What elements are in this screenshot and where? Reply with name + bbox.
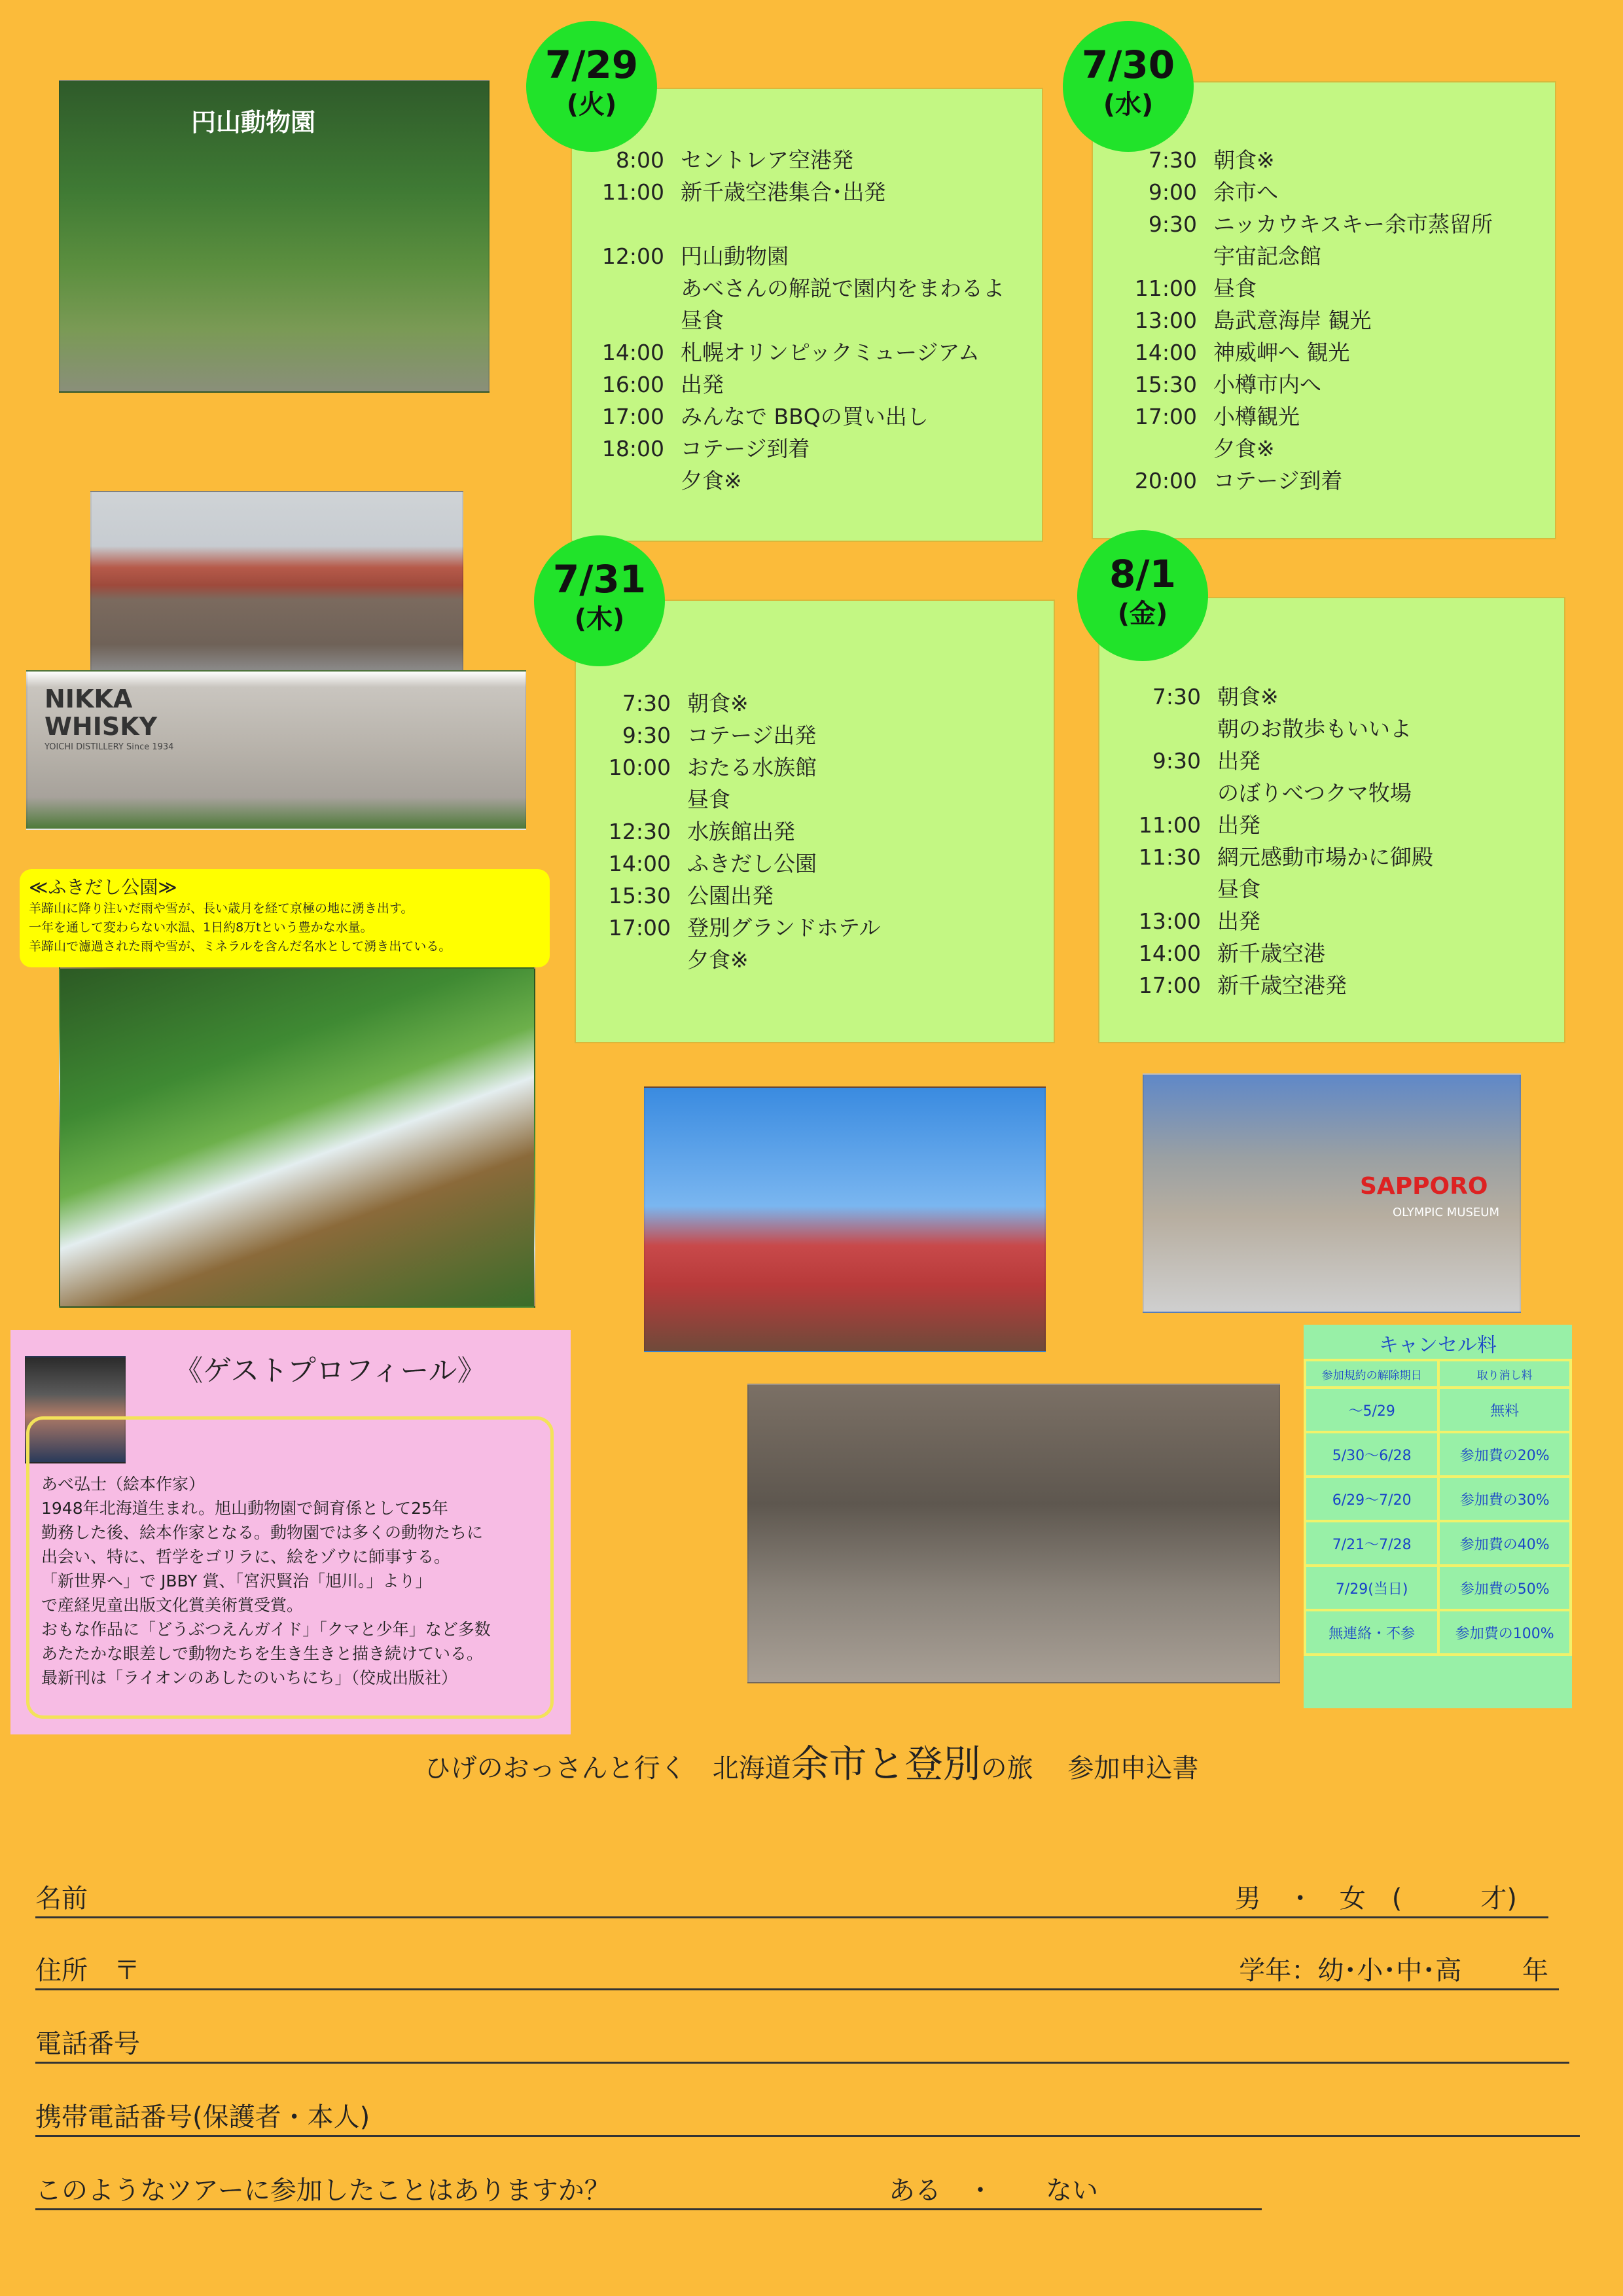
schedule-time: 17:00 <box>608 915 671 941</box>
table-cell: ～5/29 <box>1305 1388 1438 1432</box>
table-cell: 6/29～7/20 <box>1305 1477 1438 1521</box>
name-label: 名前 <box>35 1884 88 1914</box>
schedule-activity: ニッカウキスキー余市蒸留所 <box>1213 211 1493 237</box>
table-cell: 参加費の20% <box>1438 1432 1571 1477</box>
schedule-time: 11:00 <box>601 179 664 205</box>
schedule-activity: 昼食 <box>1217 876 1260 902</box>
schedule-activity: 小樽観光 <box>1213 404 1300 429</box>
fukidashi-park-photo <box>59 967 535 1308</box>
table-cell: 参加費の50% <box>1438 1566 1571 1610</box>
schedule-activity: 島武意海岸 観光 <box>1213 308 1372 333</box>
schedule-activity: 夕食※ <box>681 468 742 493</box>
schedule-activity: 宇宙記念館 <box>1213 243 1321 269</box>
day-of-week: (金) <box>1117 599 1168 629</box>
table-cell: 参加費の30% <box>1438 1477 1571 1521</box>
table-cell: 5/30～6/28 <box>1305 1432 1438 1477</box>
guest-profile <box>10 1330 571 1734</box>
schedule-activity: 水族館出発 <box>687 819 795 844</box>
table-row <box>1305 1388 1571 1432</box>
profile-line: あべ弘士（絵本作家） <box>41 1475 205 1494</box>
day-date: 7/31 <box>552 557 647 601</box>
table-cell: 7/21～7/28 <box>1305 1521 1438 1566</box>
profile-line: 1948年北海道生まれ。旭山動物園で飼育係として25年 <box>41 1499 448 1518</box>
experience-field[interactable] <box>35 2174 1262 2210</box>
schedule-activity: セントレア空港発 <box>681 147 853 173</box>
schedule-time: 7:30 <box>622 691 671 716</box>
sapporo-sign-text: SAPPORO <box>1360 1173 1488 1200</box>
table-cell: 参加費の40% <box>1438 1521 1571 1566</box>
schedule-time: 12:30 <box>608 819 671 844</box>
schedule-time: 14:00 <box>601 340 664 365</box>
table-row <box>1305 1432 1571 1477</box>
profile-line: おもな作品に「どうぶつえんガイド」「クマと少年」など多数 <box>41 1620 491 1639</box>
phone-field[interactable] <box>35 2028 1569 2064</box>
mobile-phone-label: 携帯電話番号(保護者・本人) <box>35 2102 370 2132</box>
space-museum-photo <box>747 1384 1280 1683</box>
schedule-activity: 朝のお散歩もいいよ <box>1217 716 1412 742</box>
note-line: 一年を通して変わらない水温、1日約8万tという豊かな水量。 <box>29 920 373 935</box>
table-header-cell: 取り消し料 <box>1438 1360 1571 1388</box>
profile-line: 出会い、特に、哲学をゴリラに、絵をゾウに師事する。 <box>41 1547 451 1566</box>
profile-line: 最新刊は「ライオンのあしたのいちにち」（佼成出版社） <box>41 1668 458 1687</box>
schedule-activity: 円山動物園 <box>681 243 789 269</box>
day-of-week: (水) <box>1103 90 1154 120</box>
schedule-activity: 出発 <box>681 372 724 397</box>
profile-line: あたたかな眼差しで動物たちを生き生きと描き続けている。 <box>41 1644 484 1663</box>
schedule-activity: 新千歳空港発 <box>1217 973 1347 998</box>
day-date: 7/29 <box>544 43 639 87</box>
schedule-activity: 夕食※ <box>1213 436 1275 461</box>
schedule-activity: 公園出発 <box>687 883 774 908</box>
schedule-time: 15:30 <box>1134 372 1197 397</box>
schedule-time: 14:00 <box>1138 941 1201 966</box>
cancellation-fee-table <box>1304 1325 1572 1708</box>
schedule-activity: コテージ到着 <box>1213 468 1343 493</box>
day-of-week: (火) <box>566 90 617 120</box>
mobile-phone-field[interactable] <box>35 2101 1580 2137</box>
schedule-time: 17:00 <box>1138 973 1201 998</box>
table-row <box>1305 1566 1571 1610</box>
schedule-time: 9:00 <box>1148 179 1197 205</box>
schedule-time: 9:30 <box>1152 748 1201 774</box>
form-title-prefix: ひげのおっさんと行く 北海道 <box>424 1753 791 1784</box>
fukidashi-park-note <box>20 869 550 967</box>
schedule-time: 17:00 <box>601 404 664 429</box>
schedule-activity: コテージ到着 <box>681 436 810 461</box>
day-badge-0729 <box>526 21 657 152</box>
day-badge-0731 <box>534 535 665 666</box>
address-field[interactable] <box>35 1954 1559 1990</box>
table-header-cell: 参加規約の解除期日 <box>1305 1360 1438 1388</box>
gender-age-field[interactable]: 男 ・ 女 ( 才) <box>1234 1884 1543 1914</box>
experience-question: このようなツアーに参加したことはありますか？ <box>35 2176 611 2206</box>
aquarium-bear-photo <box>644 1086 1046 1352</box>
schedule-time: 15:30 <box>608 883 671 908</box>
schedule-activity: 登別グランドホテル <box>687 915 881 941</box>
schedule-activity: 昼食 <box>681 308 724 333</box>
schedule-time: 12:00 <box>601 243 664 269</box>
table-cell: 参加費の100% <box>1438 1610 1571 1655</box>
schedule-activity: 神威岬へ 観光 <box>1213 340 1350 365</box>
schedule-activity: ふきだし公園 <box>687 851 817 876</box>
zoo-photo <box>59 80 490 393</box>
address-label: 住所 〒 <box>35 1956 140 1986</box>
cancel-title: キャンセル料 <box>1379 1334 1497 1357</box>
schedule-activity: 出発 <box>1217 812 1260 838</box>
day-badge-0801 <box>1077 530 1208 661</box>
day-date: 7/30 <box>1081 43 1175 87</box>
schedule-time: 14:00 <box>1134 340 1197 365</box>
schedule-activity: 新千歳空港集合･出発 <box>681 179 886 205</box>
schedule-activity: 新千歳空港 <box>1217 941 1325 966</box>
schedule-activity: おたる水族館 <box>687 755 817 780</box>
profile-line: で産経児童出版文化賞美術賞受賞。 <box>41 1596 304 1615</box>
schedule-activity: 昼食 <box>687 787 730 812</box>
day-of-week: (木) <box>574 604 625 634</box>
note-line: 羊蹄山で濾過された雨や雪が、ミネラルを含んだ名水として湧き出ている。 <box>29 939 452 954</box>
table-cell: 無料 <box>1438 1388 1571 1432</box>
table-row <box>1305 1610 1571 1655</box>
schedule-time: 7:30 <box>1148 147 1197 173</box>
schedule-activity: 朝食※ <box>1217 684 1279 709</box>
note-line: 羊蹄山に降り注いだ雨や雪が、長い歳月を経て京極の地に湧き出す。 <box>29 901 414 916</box>
schedule-time: 11:00 <box>1138 812 1201 838</box>
schedule-activity: 朝食※ <box>687 691 749 716</box>
table-row <box>1305 1521 1571 1566</box>
nikka-sign-line2: WHISKY <box>45 712 158 741</box>
schedule-time: 10:00 <box>608 755 671 780</box>
schedule-time: 9:30 <box>622 723 671 748</box>
nikka-sign-line1: NIKKA <box>45 685 133 713</box>
schedule-time: 11:00 <box>1134 276 1197 301</box>
experience-choice[interactable]: ある ・ ない <box>889 2176 1098 2206</box>
nikka-sign-line3: YOICHI DISTILLERY Since 1934 <box>45 742 174 752</box>
schedule-activity: コテージ出発 <box>687 723 817 748</box>
cancel-table <box>1304 1359 1572 1656</box>
zoo-sign-text: 円山動物園 <box>191 108 316 137</box>
schedule-activity: 出発 <box>1217 908 1260 934</box>
schedule-activity: 余市へ <box>1213 179 1278 205</box>
profile-line: 「新世界へ」で JBBY 賞、「宮沢賢治「旭川。」より」 <box>41 1571 432 1590</box>
form-title-highlight: 余市と登別 <box>791 1742 981 1786</box>
phone-label: 電話番号 <box>35 2029 140 2059</box>
day-badge-0730 <box>1063 21 1194 152</box>
schedule-activity: あべさんの解説で園内をまわるよ <box>681 276 1005 301</box>
distillery-warehouse-photo <box>90 491 463 673</box>
schedule-time: 9:30 <box>1148 211 1197 237</box>
form-title-suffix: の旅 参加申込書 <box>980 1753 1199 1784</box>
schedule-activity: 夕食※ <box>687 947 749 973</box>
table-row <box>1305 1477 1571 1521</box>
schedule-activity: のぼりべつクマ牧場 <box>1217 780 1412 806</box>
nikka-whisky-sign-photo <box>26 670 526 830</box>
table-header-row <box>1305 1360 1571 1388</box>
schedule-activity: 網元感動市場かに御殿 <box>1217 844 1433 870</box>
schedule-time: 16:00 <box>601 372 664 397</box>
olympic-museum-sign-text: OLYMPIC MUSEUM <box>1393 1206 1499 1219</box>
olympic-museum-photo <box>1143 1073 1521 1313</box>
schedule-time: 7:30 <box>1152 684 1201 709</box>
day-date: 8/1 <box>1109 552 1176 596</box>
grade-field[interactable]: 学年：幼･小･中･高 年 <box>1239 1956 1548 1986</box>
name-field[interactable] <box>35 1882 1548 1918</box>
schedule-activity: 昼食 <box>1213 276 1257 301</box>
schedule-activity: 札幌オリンピックミュージアム <box>681 340 980 365</box>
schedule-time: 11:30 <box>1138 844 1201 870</box>
schedule-time: 14:00 <box>608 851 671 876</box>
schedule-time: 13:00 <box>1134 308 1197 333</box>
schedule-activity: 朝食※ <box>1213 147 1275 173</box>
schedule-activity: 出発 <box>1217 748 1260 774</box>
note-title: ≪ふきだし公園≫ <box>29 876 177 898</box>
table-cell: 7/29(当日) <box>1305 1566 1438 1610</box>
schedule-activity: みんなで BBQの買い出し <box>681 404 929 429</box>
schedule-time: 17:00 <box>1134 404 1197 429</box>
application-form-title <box>0 1733 1623 1788</box>
profile-line: 勤務した後、絵本作家となる。動物園では多くの動物たちに <box>41 1523 484 1542</box>
profile-title: 《ゲストプロフィール》 <box>174 1354 486 1388</box>
schedule-time: 8:00 <box>615 147 664 173</box>
schedule-time: 20:00 <box>1134 468 1197 493</box>
schedule-time: 18:00 <box>601 436 664 461</box>
table-cell: 無連絡・不参 <box>1305 1610 1438 1655</box>
schedule-time: 13:00 <box>1138 908 1201 934</box>
schedule-activity: 小樽市内へ <box>1213 372 1321 397</box>
profile-text-box <box>26 1416 554 1719</box>
